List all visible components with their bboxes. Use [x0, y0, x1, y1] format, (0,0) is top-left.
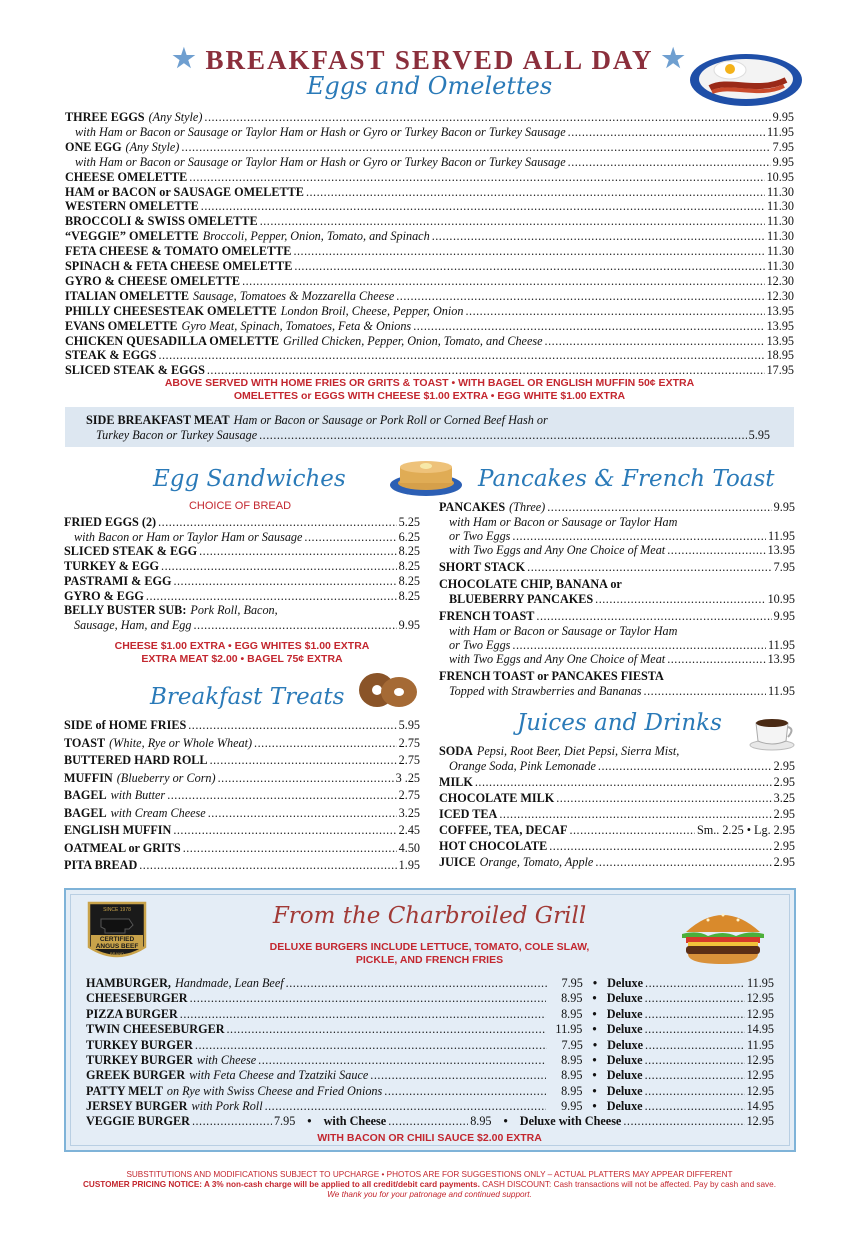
menu-item-row	[439, 807, 795, 822]
item-name: JERSEY BURGER	[86, 1099, 188, 1114]
item-name: CHOCOLATE MILK	[439, 791, 555, 805]
item-price: 11.30	[767, 244, 794, 259]
deluxe-price: 11.95	[747, 976, 774, 990]
item-price: 12.30	[766, 273, 794, 288]
treats-section-title: Breakfast Treats	[150, 684, 345, 710]
star-right-icon: ★	[661, 44, 687, 73]
item-desc: or Two Eggs	[449, 638, 511, 652]
item-desc: with Bacon or Ham or Taylor Ham or Sausage	[74, 529, 303, 544]
badge-line-1: CERTIFIED	[99, 936, 135, 943]
item-name: TOAST	[64, 735, 106, 750]
deluxe-label: Deluxe	[606, 1083, 643, 1098]
sandwiches-note-2: EXTRA MEAT $2.00 • BAGEL 75¢ EXTRA	[141, 653, 343, 665]
item-name: CHEESEBURGER	[86, 991, 188, 1006]
item-desc: London Broil, Cheese, Pepper, Onion	[280, 303, 464, 318]
menu-item-row	[65, 140, 794, 155]
item-name: MUFFIN	[64, 770, 113, 785]
item-desc: on Rye with Swiss Cheese and Fried Onions	[166, 1083, 383, 1098]
menu-item-row	[74, 530, 420, 545]
menu-item-row	[65, 214, 794, 229]
item-price: 11.30	[767, 259, 794, 273]
item-name: FRENCH TOAST or PANCAKES FIESTA	[439, 669, 664, 683]
star-left-icon: ★	[172, 44, 198, 73]
item-name: SLICED STEAK & EGGS	[65, 363, 205, 378]
side-meat-row	[86, 413, 626, 428]
item-name: PANCAKES	[439, 500, 506, 514]
menu-item-row	[439, 775, 795, 790]
item-name: MILK	[439, 775, 473, 789]
item-name: PASTRAMI & EGG	[64, 573, 172, 588]
short-stack-row	[439, 560, 795, 575]
french-toast-sub-2	[449, 638, 795, 653]
deluxe-price: 12.95	[746, 1006, 774, 1021]
menu-item-row	[86, 1038, 774, 1053]
item-name: WESTERN OMELETTE	[65, 199, 199, 214]
grill-section-title: From the Charbroiled Grill	[272, 903, 587, 929]
item-name: PHILLY CHEESESTEAK OMELETTE	[65, 303, 277, 318]
menu-item-row	[64, 753, 420, 768]
item-desc: Topped with Strawberries and Bananas	[449, 684, 642, 698]
veggie-burger-row	[86, 1114, 774, 1129]
item-name: COFFEE, TEA, DECAF	[439, 823, 568, 837]
deluxe-price: 14.95	[746, 1022, 774, 1037]
item-desc: Pepsi, Root Beer, Diet Pepsi, Sierra Mist,	[476, 744, 680, 758]
item-price: 7.95	[273, 1114, 296, 1128]
sandwiches-subtitle: CHOICE OF BREAD	[188, 500, 292, 512]
item-price: 8.95	[561, 1006, 583, 1021]
item-price: 18.95	[766, 348, 794, 363]
menu-item-row	[439, 855, 795, 870]
item-desc: with Two Eggs and Any One Choice of Meat	[449, 652, 666, 666]
pancakes-sub-3	[449, 543, 795, 558]
item-price: 8.95	[561, 1083, 583, 1098]
item-desc: Handmade, Lean Beef	[174, 976, 284, 990]
item-desc: with Two Eggs and Any One Choice of Meat	[449, 543, 666, 557]
item-name: FETA CHEESE & TOMATO OMELETTE	[65, 244, 292, 259]
item-price: 12.30	[766, 288, 794, 303]
item-name: SIDE BREAKFAST MEAT	[86, 413, 230, 427]
menu-item-row	[439, 791, 795, 806]
item-price: 13.95	[766, 303, 794, 318]
menu-item-row	[64, 718, 420, 733]
item-price: 9.95	[772, 154, 794, 169]
item-name: HAM or BACON or SAUSAGE OMELETTE	[65, 184, 304, 199]
item-name: HOT CHOCOLATE	[439, 839, 548, 853]
item-price: 11.95	[768, 638, 795, 652]
french-toast-row	[439, 609, 795, 624]
item-price: 17.95	[766, 363, 794, 378]
item-desc: (White, Rye or Whole Wheat)	[109, 735, 253, 750]
item-price: 11.95	[767, 124, 794, 139]
item-price: 10.95	[766, 169, 794, 184]
item-price: 7.95	[772, 139, 794, 154]
item-desc: Broccoli, Pepper, Onion, Tomato, and Spinach	[202, 229, 430, 244]
item-price: 5.95	[398, 718, 420, 732]
item-price: 8.25	[398, 544, 420, 559]
item-name: TURKEY BURGER	[86, 1053, 193, 1067]
item-price: 2.75	[398, 788, 420, 802]
grill-note-1: DELUXE BURGERS INCLUDE LETTUCE, TOMATO, COLE SLAW,	[269, 941, 590, 953]
menu-item-row	[64, 515, 420, 530]
item-name: PIZZA BURGER	[86, 1006, 178, 1021]
grill-note-3: WITH BACON OR CHILI SAUCE $2.00 EXTRA	[317, 1132, 542, 1144]
soda-row	[439, 744, 795, 759]
item-name: BELLY BUSTER SUB:	[64, 603, 187, 617]
french-toast-sub-1	[449, 624, 795, 639]
deluxe-price: 12.95	[746, 991, 774, 1006]
badge-line-2: ANGUS BEEF	[95, 943, 139, 950]
menu-item-row	[86, 1084, 774, 1099]
item-name: BROCCOLI & SWISS OMELETTE	[65, 214, 258, 229]
menu-item-row	[64, 788, 420, 803]
item-price: 8.25	[398, 573, 420, 588]
item-name: SIDE of HOME FRIES	[64, 718, 187, 732]
item-desc: Orange Soda, Pink Lemonade	[449, 759, 596, 773]
item-name: SHORT STACK	[439, 560, 526, 574]
item-price: 2.95	[773, 855, 795, 869]
item-price: 2.45	[398, 823, 420, 837]
item-price: 2.95	[773, 759, 795, 773]
item-name: PATTY MELT	[86, 1083, 163, 1098]
menu-item-row	[65, 259, 794, 274]
item-name: BLUEBERRY PANCAKES	[449, 592, 594, 606]
item-price: 3 .25	[395, 770, 420, 785]
item-desc: Sausage, Tomatoes & Mozzarella Cheese	[193, 288, 395, 303]
menu-item-row	[439, 839, 795, 854]
burger-icon	[678, 904, 768, 966]
item-price: 9.95	[398, 618, 420, 632]
item-price: 5.95	[748, 428, 770, 442]
pancakes-sub-1	[449, 515, 795, 530]
choc-pancakes-row	[439, 577, 795, 592]
menu-item-row	[65, 348, 794, 363]
item-name: BAGEL	[64, 805, 107, 820]
item-price: 12.95	[746, 1114, 774, 1128]
item-price: 10.95	[767, 592, 795, 606]
deluxe-label: Deluxe	[606, 1068, 643, 1083]
item-name: ONE EGG	[65, 139, 122, 154]
veggie-deluxe-label: Deluxe with Cheese	[519, 1114, 622, 1128]
grill-note-2: PICKLE, AND FRENCH FRIES	[355, 954, 504, 966]
badge-since: SINCE 1978	[103, 907, 131, 913]
item-name: TURKEY BURGER	[86, 1037, 193, 1052]
menu-item-row	[65, 229, 794, 244]
footer-line-2	[0, 1180, 859, 1190]
drinks-section-title: Juices and Drinks	[517, 710, 722, 736]
menu-item-row	[64, 771, 420, 786]
item-desc: Turkey Bacon or Turkey Sausage	[96, 428, 258, 442]
french-toast-sub-3	[449, 652, 795, 667]
pancakes-sub-2	[449, 529, 795, 544]
page-title-text: BREAKFAST SERVED ALL DAY	[205, 45, 654, 75]
item-name: “VEGGIE” OMELETTE	[65, 229, 199, 244]
menu-item-row	[86, 976, 774, 991]
soda-row-2	[449, 759, 795, 774]
menu-item-row	[86, 991, 774, 1006]
menu-item-row	[86, 1099, 774, 1114]
item-price: 13.95	[767, 652, 795, 666]
pancakes-section-title: Pancakes & French Toast	[478, 466, 775, 492]
menu-item-row	[86, 1022, 774, 1037]
item-price: 13.95	[766, 318, 794, 333]
menu-item-row	[75, 155, 794, 170]
item-price: 2.95	[773, 839, 795, 853]
item-price: 8.95	[561, 991, 583, 1006]
deluxe-price: 11.95	[747, 1037, 774, 1052]
item-name: THREE EGGS	[65, 110, 145, 124]
item-name: ENGLISH MUFFIN	[64, 823, 172, 837]
item-price: 11.30	[767, 184, 794, 199]
item-price: 3.25	[398, 805, 420, 820]
menu-item-row	[64, 574, 420, 589]
footer-cash-discount: CASH DISCOUNT: Cash transactions will not be affected. Pay by cash and save.	[482, 1180, 776, 1189]
item-name: ITALIAN OMELETTE	[65, 288, 190, 303]
item-name: OATMEAL or GRITS	[64, 840, 181, 855]
item-price: 11.30	[767, 214, 794, 229]
bullet: •	[592, 1053, 597, 1067]
item-price: 11.95	[768, 684, 795, 698]
item-name: HAMBURGER,	[86, 976, 171, 990]
menu-item-row	[64, 858, 420, 873]
bullet: •	[592, 1022, 597, 1037]
item-name: TURKEY & EGG	[64, 559, 160, 574]
item-desc: Pork Roll, Bacon,	[190, 603, 278, 617]
deluxe-label: Deluxe	[607, 976, 644, 990]
item-price: 7.95	[561, 1037, 583, 1052]
item-price: 8.95	[470, 1114, 492, 1128]
item-price: 7.95	[773, 560, 795, 574]
item-name: STEAK & EGGS	[65, 348, 157, 363]
item-price: 8.25	[398, 588, 420, 603]
item-desc: with Butter	[110, 788, 166, 802]
bullet: •	[592, 1083, 597, 1098]
eggs-bacon-plate-icon	[688, 48, 804, 108]
belly-buster-row	[64, 603, 420, 618]
menu-item-row	[65, 274, 794, 289]
item-price: 11.95	[555, 1022, 583, 1037]
item-name: TWIN CHEESEBURGER	[86, 1022, 225, 1037]
item-price: 8.25	[398, 559, 420, 574]
menu-item-row	[86, 1007, 774, 1022]
menu-item-row	[64, 736, 420, 751]
item-desc: with Feta Cheese and Tzatziki Sauce	[189, 1068, 369, 1083]
side-meat-row-2	[96, 428, 770, 443]
deluxe-price: 12.95	[746, 1068, 774, 1083]
item-name: CHICKEN QUESADILLA OMELETTE	[65, 333, 280, 348]
menu-item-row	[65, 304, 794, 319]
menu-item-row	[65, 185, 794, 200]
deluxe-price: 14.95	[746, 1099, 774, 1114]
menu-item-row	[439, 823, 795, 838]
deluxe-label: Deluxe	[606, 1022, 643, 1037]
eggs-note-2: OMELETTES or EGGS WITH CHEESE $1.00 EXTRA • EGG WHITE $1.00 EXTRA	[233, 390, 626, 402]
menu-item-row	[86, 1053, 774, 1068]
item-price: 9.95	[773, 609, 795, 623]
menu-item-row	[65, 170, 794, 185]
item-desc: (Blueberry or Corn)	[116, 770, 216, 785]
deluxe-price: 12.95	[746, 1083, 774, 1098]
item-desc: with Pork Roll	[191, 1099, 263, 1114]
veggie-with-label: with Cheese	[323, 1114, 387, 1128]
bullet: •	[307, 1114, 312, 1128]
item-price: 13.95	[767, 543, 795, 557]
badge-brand: BRAND	[109, 951, 125, 956]
deluxe-price: 12.95	[746, 1053, 774, 1067]
item-price: Sm.. 2.25 • Lg. 2.95	[696, 823, 795, 837]
menu-item-row	[75, 125, 794, 140]
bullet: •	[592, 1037, 598, 1052]
bullet: •	[503, 1114, 508, 1128]
item-price: 2.75	[398, 753, 420, 767]
fiesta-row-2	[449, 684, 795, 699]
item-name: PITA BREAD	[64, 858, 138, 872]
bullet: •	[592, 1099, 597, 1114]
item-desc: (Any Style)	[148, 110, 203, 124]
item-name: GYRO & CHEESE OMELETTE	[65, 273, 241, 288]
item-price: 9.95	[772, 110, 794, 124]
menu-item-row	[64, 806, 420, 821]
item-price: 9.95	[561, 1099, 583, 1114]
footer-line-3: We thank you for your patronage and continued support.	[327, 1190, 532, 1199]
item-price: 2.95	[773, 775, 795, 789]
bullet: •	[592, 1068, 597, 1083]
item-desc: or Two Eggs	[449, 529, 511, 543]
item-price: 2.95	[773, 807, 795, 821]
sandwiches-section-title: Egg Sandwiches	[153, 466, 346, 492]
item-price: 11.30	[767, 199, 794, 214]
menu-item-row	[65, 199, 794, 214]
item-price: 3.25	[773, 791, 795, 805]
item-price: 6.25	[398, 529, 420, 544]
belly-buster-row-2	[74, 618, 420, 633]
item-name: FRENCH TOAST	[439, 609, 535, 623]
item-name: SODA	[439, 744, 473, 758]
bullet: •	[592, 991, 597, 1006]
deluxe-label: Deluxe	[606, 991, 643, 1006]
eggs-note-1: ABOVE SERVED WITH HOME FRIES OR GRITS & TOAST • WITH BAGEL OR ENGLISH MUFFIN 50¢ EXTRA	[164, 377, 695, 389]
deluxe-label: Deluxe	[607, 1037, 644, 1052]
item-desc: with Cheese	[196, 1053, 257, 1067]
eggs-section-title: Eggs and Omelettes	[306, 72, 553, 100]
menu-item-row	[64, 841, 420, 856]
item-name: EVANS OMELETTE	[65, 318, 178, 333]
choc-pancakes-row-2	[449, 592, 795, 607]
menu-item-row	[65, 334, 794, 349]
fiesta-row	[439, 669, 795, 684]
deluxe-label: Deluxe	[606, 1099, 643, 1114]
footer-pricing-notice: CUSTOMER PRICING NOTICE: A 3% non-cash charge will be applied to all credit/debit card payments.	[83, 1180, 480, 1189]
item-desc: (Three)	[509, 500, 546, 514]
item-name: GREEK BURGER	[86, 1068, 186, 1083]
item-desc: Ham or Bacon or Sausage or Pork Roll or Corned Beef Hash or	[233, 413, 548, 427]
item-price: 9.95	[773, 500, 795, 514]
item-price: 4.50	[398, 840, 420, 855]
bagel-icon	[355, 668, 421, 710]
item-name: ICED TEA	[439, 807, 498, 821]
menu-item-row	[64, 589, 420, 604]
menu-item-row	[65, 244, 794, 259]
item-price: 1.95	[398, 858, 420, 872]
bullet: •	[592, 976, 598, 990]
item-price: 8.95	[561, 1068, 583, 1083]
menu-item-row	[65, 319, 794, 334]
item-price: 7.95	[561, 976, 583, 990]
item-name: GYRO & EGG	[64, 588, 144, 603]
item-desc: Grilled Chicken, Pepper, Onion, Tomato, and Cheese	[283, 333, 543, 348]
menu-item-row	[65, 110, 794, 125]
item-name: FRIED EGGS (2)	[64, 515, 157, 529]
item-desc: with Cream Cheese	[110, 805, 206, 820]
item-desc: (Any Style)	[125, 139, 180, 154]
item-name: JUICE	[439, 855, 476, 869]
item-price: 8.95	[561, 1053, 583, 1067]
menu-item-row	[64, 544, 420, 559]
bullet: •	[592, 1006, 597, 1021]
item-name: SPINACH & FETA CHEESE OMELETTE	[65, 259, 293, 273]
item-price: 11.30	[767, 229, 794, 244]
item-name: CHOCOLATE CHIP, BANANA or	[439, 577, 622, 591]
menu-item-row	[86, 1068, 774, 1083]
menu-item-row	[64, 823, 420, 838]
item-desc: with Ham or Bacon or Sausage or Taylor Ham or Hash or Gyro or Turkey Bacon or Turkey Sausage	[75, 124, 566, 139]
item-name: VEGGIE BURGER	[86, 1114, 190, 1128]
item-name: BUTTERED HARD ROLL	[64, 753, 208, 767]
item-price: 11.95	[768, 529, 795, 543]
item-desc: with Ham or Bacon or Sausage or Taylor Ham or Hash or Gyro or Turkey Bacon or Turkey Sausage	[75, 154, 566, 169]
deluxe-label: Deluxe	[606, 1053, 643, 1067]
item-price: 2.75	[398, 735, 420, 750]
menu-item-row	[64, 559, 420, 574]
footer-line-1: SUBSTITUTIONS AND MODIFICATIONS SUBJECT TO UPCHARGE • PHOTOS ARE FOR SUGGESTIONS ONLY – ACTUAL PLATTERS MAY APPEAR DIFFERENT	[126, 1170, 733, 1179]
item-desc: Gyro Meat, Spinach, Tomatoes, Feta & Onions	[181, 318, 412, 333]
deluxe-label: Deluxe	[606, 1006, 643, 1021]
item-desc: with Ham or Bacon or Sausage or Taylor Ham	[449, 515, 678, 529]
pancakes-icon	[388, 455, 464, 497]
item-name: SLICED STEAK & EGG	[64, 544, 198, 559]
item-name: BAGEL	[64, 788, 107, 802]
item-name: CHEESE OMELETTE	[65, 169, 188, 184]
sandwiches-note-1: CHEESE $1.00 EXTRA • EGG WHITES $1.00 EXTRA	[114, 640, 370, 652]
item-desc: Orange, Tomato, Apple	[479, 855, 594, 869]
item-price: 13.95	[766, 333, 794, 348]
item-price: 5.25	[398, 515, 420, 529]
item-desc: Sausage, Ham, and Egg	[74, 618, 192, 632]
pancakes-row	[439, 500, 795, 515]
menu-item-row	[65, 289, 794, 304]
item-desc: with Ham or Bacon or Sausage or Taylor Ham	[449, 624, 678, 638]
